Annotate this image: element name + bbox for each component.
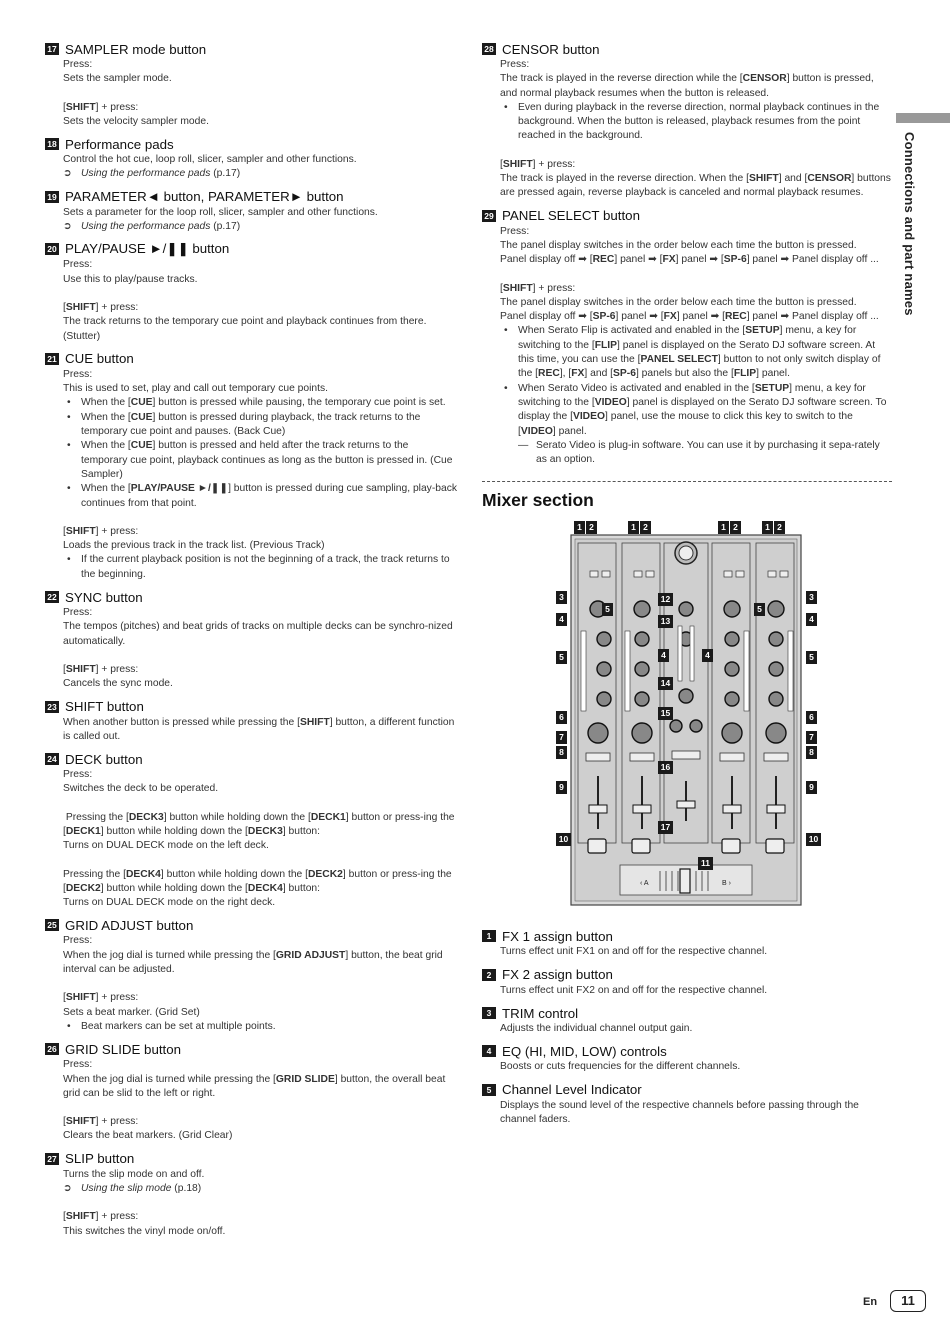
section-body (63, 1058, 457, 1143)
paragraph: [SHIFT] + press: (63, 1211, 139, 1223)
section-number-badge: 22 (45, 591, 59, 603)
callout-label: 7 (806, 731, 817, 744)
cross-reference-link[interactable]: ➲ Using the performance pads (p.17) (63, 167, 457, 181)
callout-label: 1 (628, 521, 639, 534)
callout-label: 3 (806, 591, 817, 604)
paragraph: This is used to set, play and call out temporary cue points. (63, 383, 328, 395)
bullet-item: • Beat markers can be set at multiple points. (63, 1020, 457, 1034)
paragraph: Sets the sampler mode. (63, 73, 172, 85)
section-heading (482, 1004, 892, 1022)
bullet-item: • When the [CUE] button is pressed and held after the track returns to the temporary cue point, playback continues as long as the button is pressed in. (Cue Sampler) (63, 439, 457, 482)
paragraph: Panel display off ➡ [REC] panel ➡ [FX] panel ➡ [SP-6] panel ➡ Panel display off ... (500, 254, 879, 266)
section-17 (45, 40, 457, 129)
section-1 (482, 927, 892, 959)
reference-arrow-icon: ➲ (63, 168, 72, 180)
section-3 (482, 1004, 892, 1036)
section-22 (45, 588, 457, 691)
section-heading (45, 588, 457, 606)
section-number-badge: 26 (45, 1043, 59, 1055)
section-number-badge: 23 (45, 701, 59, 713)
paragraph: Pressing the [DECK3] button while holding down the [DECK1] button or press-ing the [DECK1] button while holding down the [DECK3] button: (63, 811, 455, 837)
section-27 (45, 1150, 457, 1239)
section-23 (45, 698, 457, 745)
section-title: PLAY/PAUSE ►/❚❚ button (65, 241, 230, 257)
paragraph: The tempos (pitches) and beat grids of tracks on multiple decks can be synchro-nized automatically. (63, 621, 453, 647)
section-number-badge: 4 (482, 1045, 496, 1057)
section-number-badge: 18 (45, 138, 59, 150)
paragraph: Loads the previous track in the track list. (Previous Track) (63, 540, 325, 552)
section-body (500, 984, 892, 998)
section-number-badge: 24 (45, 753, 59, 765)
section-title: SAMPLER mode button (65, 41, 207, 57)
section-heading (482, 927, 892, 945)
section-divider (482, 481, 892, 482)
callout-label: 11 (698, 857, 713, 870)
right-column (482, 40, 892, 1133)
section-number-badge: 28 (482, 43, 496, 55)
section-title: PARAMETER◄ button, PARAMETER► button (65, 189, 344, 205)
callout-label: 5 (556, 651, 567, 664)
section-body (63, 606, 457, 691)
bullet-item: • When the [CUE] button is pressed during playback, the track returns to the temporary cue point and pauses. (Back Cue) (63, 411, 457, 440)
paragraph: Sets a parameter for the loop roll, slicer, sampler and other functions. (63, 206, 378, 218)
section-29 (482, 207, 892, 468)
reference-arrow-icon: ➲ (63, 221, 72, 233)
callout-label: 3 (556, 591, 567, 604)
callout-label: 6 (806, 711, 817, 724)
paragraph: [SHIFT] + press: (63, 101, 139, 113)
callout-label: 16 (658, 761, 673, 774)
callout-label: 4 (806, 613, 817, 626)
paragraph: Adjusts the individual channel output gain. (500, 1023, 693, 1035)
section-title: TRIM control (502, 1005, 579, 1021)
paragraph: Sets a beat marker. (Grid Set) (63, 1006, 200, 1018)
paragraph: Use this to play/pause tracks. (63, 273, 198, 285)
section-heading (482, 40, 892, 58)
callout-label: 17 (658, 821, 673, 834)
section-body (63, 768, 457, 910)
paragraph: Press: (63, 368, 93, 380)
section-body (500, 1022, 892, 1036)
section-title: PANEL SELECT button (502, 208, 640, 224)
section-title: Performance pads (65, 136, 174, 152)
section-25 (45, 916, 457, 1034)
paragraph: Boosts or cuts frequencies for the different channels. (500, 1061, 741, 1073)
paragraph: Panel display off ➡ [SP-6] panel ➡ [FX] panel ➡ [REC] panel ➡ Panel display off ... (500, 311, 879, 323)
paragraph: Switches the deck to be operated. (63, 783, 219, 795)
section-title: SYNC button (65, 589, 143, 605)
paragraph: Turns on DUAL DECK mode on the left deck. (63, 840, 269, 852)
section-heading (45, 1150, 457, 1168)
section-number-badge: 2 (482, 969, 496, 981)
callout-label: 6 (556, 711, 567, 724)
callout-label: 12 (658, 593, 673, 606)
section-body (63, 368, 457, 582)
section-body (500, 58, 892, 201)
side-tab-marker (896, 113, 950, 123)
paragraph: Turns on DUAL DECK mode on the right deck. (63, 897, 276, 909)
bullet-item: • When Serato Flip is activated and enabled in the [SETUP] menu, a key for switching to the [FLIP] panel is displayed on the Serato DJ software screen. At this time, you can use the [PANEL SELECT] button to not only switch display of the [REC], [FX] and [SP-6] panels but also the [FLIP] panel. (500, 324, 892, 381)
section-28 (482, 40, 892, 201)
bullet-item: • When Serato Video is activated and enabled in the [SETUP] menu, a key for switching to the [VIDEO] panel is displayed on the Serato DJ software screen. To display the [VIDEO] panel, use the mouse to click this key to switch to the [VIDEO] panel. (500, 382, 892, 439)
section-title: GRID ADJUST button (65, 917, 194, 933)
section-body (63, 58, 457, 129)
callout-label: 9 (806, 781, 817, 794)
section-number-badge: 27 (45, 1153, 59, 1165)
reference-arrow-icon: ➲ (63, 1183, 72, 1195)
section-heading (45, 916, 457, 934)
callout-label: 13 (658, 615, 673, 628)
callout-label: 15 (658, 707, 673, 720)
section-21 (45, 350, 457, 582)
callout-label: 2 (774, 521, 785, 534)
section-26 (45, 1040, 457, 1143)
section-body (63, 206, 457, 235)
callout-label: 1 (718, 521, 729, 534)
section-number-badge: 29 (482, 210, 496, 222)
mixer-section-title: Mixer section (482, 490, 594, 511)
section-number-badge: 25 (45, 919, 59, 931)
callout-label: 8 (556, 746, 567, 759)
callout-label: 5 (754, 603, 765, 616)
section-heading (45, 188, 457, 206)
callout-label: 10 (556, 833, 571, 846)
section-heading (482, 1081, 892, 1099)
right-top-sections (482, 40, 892, 467)
paragraph: When the jog dial is turned while pressing the [GRID ADJUST] button, the beat grid interval can be adjusted. (63, 949, 443, 976)
paragraph: Cancels the sync mode. (63, 678, 173, 690)
section-title: GRID SLIDE button (65, 1041, 182, 1057)
section-5 (482, 1081, 892, 1128)
section-heading (45, 750, 457, 768)
section-body (63, 258, 457, 343)
section-heading (45, 350, 457, 368)
paragraph: When another button is pressed while pressing the [SHIFT] button, a different function is called out. (63, 716, 455, 742)
paragraph: Press: (63, 935, 93, 947)
paragraph: The track is played in the reverse direction. When the [SHIFT] and [CENSOR] buttons are pressed again, reverse playback is canceled and normal playback resumes. (500, 173, 891, 199)
paragraph: Press: (63, 259, 93, 271)
callout-label: 4 (658, 649, 669, 662)
section-heading (482, 966, 892, 984)
section-body (500, 945, 892, 959)
section-18 (45, 135, 457, 182)
callout-label: 1 (574, 521, 585, 534)
paragraph: Turns effect unit FX2 on and off for the respective channel. (500, 984, 768, 996)
paragraph: Displays the sound level of the respective channels before passing through the channel faders. (500, 1099, 859, 1125)
paragraph: [SHIFT] + press: (63, 525, 139, 537)
paragraph: Pressing the [DECK4] button while holding down the [DECK2] button or press-ing the [DECK2] button while holding down the [DECK4] button: (63, 868, 452, 894)
callout-label: 8 (806, 746, 817, 759)
paragraph: Press: (63, 769, 93, 781)
section-body (63, 1168, 457, 1239)
paragraph: The panel display switches in the order below each time the button is pressed. (500, 239, 857, 251)
callout-label: 2 (640, 521, 651, 534)
paragraph: The track returns to the temporary cue point and playback continues from there. (Stutter) (63, 316, 427, 342)
section-number-badge: 5 (482, 1084, 496, 1096)
section-body (500, 1099, 892, 1128)
section-number-badge: 20 (45, 243, 59, 255)
section-title: SHIFT button (65, 699, 144, 714)
section-4 (482, 1042, 892, 1074)
callout-label: 14 (658, 677, 673, 690)
paragraph: Control the hot cue, loop roll, slicer, sampler and other functions. (63, 154, 357, 166)
section-body (63, 716, 457, 745)
section-heading (482, 207, 892, 225)
callout-label: 10 (806, 833, 821, 846)
section-heading (45, 240, 457, 258)
section-title: EQ (HI, MID, LOW) controls (502, 1043, 667, 1059)
paragraph: This switches the vinyl mode on/off. (63, 1225, 226, 1237)
callout-label: 7 (556, 731, 567, 744)
section-title: CUE button (65, 351, 134, 367)
section-heading (45, 698, 457, 716)
cross-reference-link[interactable]: ➲ Using the performance pads (p.17) (63, 220, 457, 234)
paragraph: Clears the beat markers. (Grid Clear) (63, 1130, 233, 1142)
right-bottom-sections (482, 927, 892, 1127)
callout-label: 2 (730, 521, 741, 534)
crossfader-a-label: ‹ A (640, 880, 649, 888)
callout-label: 4 (556, 613, 567, 626)
paragraph: Turns effect unit FX1 on and off for the respective channel. (500, 946, 768, 958)
side-section-label: Connections and part names (902, 132, 917, 316)
section-19 (45, 188, 457, 235)
section-number-badge: 3 (482, 1007, 496, 1019)
section-title: SLIP button (65, 1151, 135, 1167)
section-body (500, 1060, 892, 1074)
paragraph: [SHIFT] + press: (63, 663, 139, 675)
section-heading (482, 1042, 892, 1060)
paragraph: Press: (63, 607, 93, 619)
paragraph: Press: (63, 1059, 93, 1071)
callout-label: 5 (602, 603, 613, 616)
section-title: DECK button (65, 751, 143, 767)
section-number-badge: 1 (482, 930, 496, 942)
callout-label: 9 (556, 781, 567, 794)
section-title: Channel Level Indicator (502, 1082, 642, 1098)
section-body (63, 934, 457, 1034)
paragraph: [SHIFT] + press: (500, 158, 576, 170)
paragraph: The panel display switches in the order below each time the button is pressed. (500, 296, 857, 308)
crossfader-b-label: B › (722, 880, 731, 888)
section-20 (45, 240, 457, 343)
paragraph: Press: (500, 225, 530, 237)
section-title: FX 2 assign button (502, 967, 613, 983)
paragraph: Sets the velocity sampler mode. (63, 115, 209, 127)
paragraph: Turns the slip mode on and off. (63, 1168, 205, 1180)
footer-language: En (863, 1296, 878, 1308)
page-number: 11 (890, 1290, 926, 1312)
bullet-item: • When the [CUE] button is pressed while pausing, the temporary cue point is set. (63, 396, 457, 410)
section-heading (45, 1040, 457, 1058)
paragraph: [SHIFT] + press: (63, 1116, 139, 1128)
bullet-item: • When the [PLAY/PAUSE ►/❚❚] button is pressed during cue sampling, play-back continues from that point. (63, 482, 457, 511)
left-column (45, 40, 457, 1245)
paragraph: [SHIFT] + press: (63, 301, 139, 313)
section-body (63, 153, 457, 182)
section-title: FX 1 assign button (502, 928, 613, 944)
paragraph: When the jog dial is turned while pressing the [GRID SLIDE] button, the overall beat grid can be slid to the left or right. (63, 1073, 446, 1099)
section-heading (45, 135, 457, 153)
paragraph: Press: (500, 59, 530, 70)
paragraph: The track is played in the reverse direction while the [CENSOR] button is pressed, and normal playback resumes when the button is released. (500, 73, 874, 99)
bullet-item: • Even during playback in the reverse direction, normal playback continues in the background. When the button is released, playback resumes from the point reached in the background. (500, 101, 892, 144)
paragraph: Press: (63, 59, 93, 70)
callout-label: 5 (806, 651, 817, 664)
callout-label: 4 (702, 649, 713, 662)
paragraph: [SHIFT] + press: (63, 992, 139, 1004)
section-heading (45, 40, 457, 58)
section-number-badge: 17 (45, 43, 59, 55)
cross-reference-link[interactable]: ➲ Using the slip mode (p.18) (63, 1182, 457, 1196)
paragraph: [SHIFT] + press: (500, 282, 576, 294)
bullet-item: • If the current playback position is not the beginning of a track, the track returns to the beginning. (63, 553, 457, 582)
section-number-badge: 19 (45, 191, 59, 203)
mixer-diagram (482, 521, 892, 921)
section-body (500, 225, 892, 468)
callout-label: 2 (586, 521, 597, 534)
mixer-panel-illustration (482, 521, 892, 921)
section-number-badge: 21 (45, 353, 59, 365)
section-2 (482, 966, 892, 998)
section-title: CENSOR button (502, 41, 600, 57)
callout-label: 1 (762, 521, 773, 534)
section-24 (45, 750, 457, 910)
bullet-item: — Serato Video is plug-in software. You can use it by purchasing it sepa-rately as an option. (500, 439, 892, 468)
